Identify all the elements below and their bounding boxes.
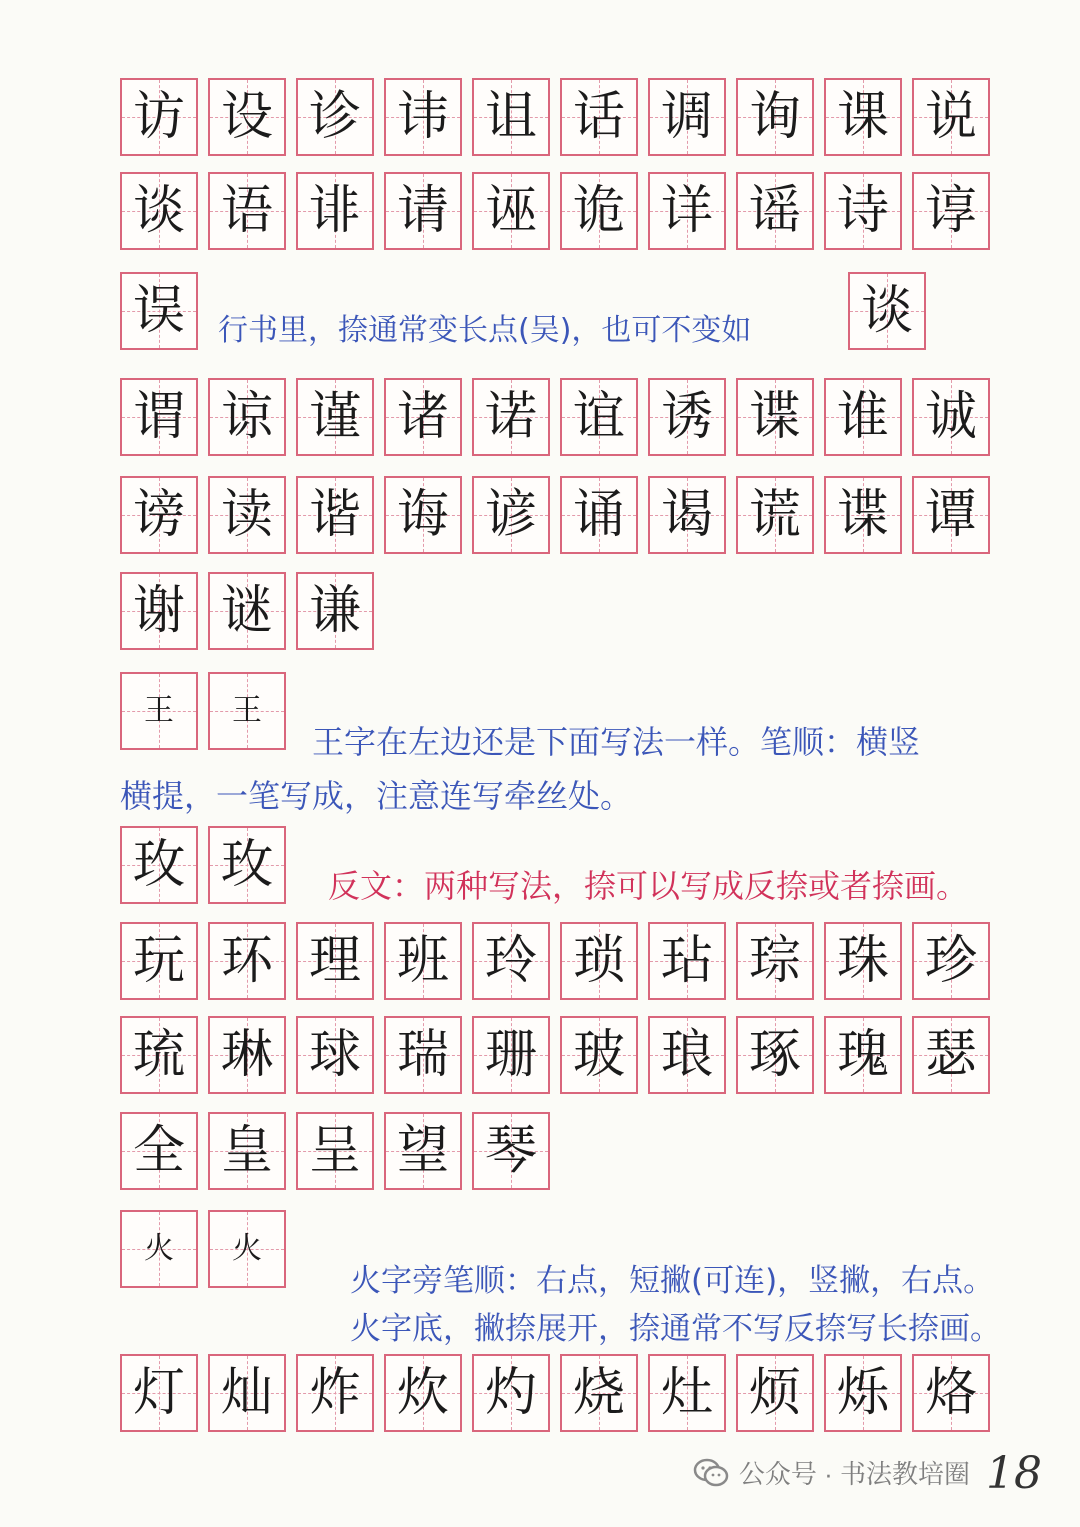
char-cell [472, 1112, 550, 1190]
huo-row [120, 1210, 296, 1288]
char-cell [208, 826, 286, 904]
char: 琉 [132, 1025, 185, 1085]
char: 琳 [220, 1025, 273, 1085]
char: 烁 [836, 1363, 889, 1423]
char-cell [472, 1354, 550, 1432]
char-cell [296, 172, 374, 250]
char: 谒 [660, 485, 713, 545]
char-cell [208, 672, 286, 750]
char-cell [912, 78, 990, 156]
char: 诱 [660, 387, 713, 447]
char-cell [824, 378, 902, 456]
char-cell [120, 1112, 198, 1190]
char: 皇 [220, 1121, 273, 1181]
char-cell [824, 476, 902, 554]
char: 火 [232, 1231, 262, 1266]
char: 诊 [308, 87, 361, 147]
char-row-10 [120, 1354, 1000, 1432]
char-cell [736, 1354, 814, 1432]
char-cell [120, 378, 198, 456]
char: 诗 [836, 181, 889, 241]
char: 琐 [572, 931, 625, 991]
char-cell [296, 1112, 374, 1190]
char-row-1 [120, 78, 1000, 156]
char: 诚 [924, 387, 977, 447]
char-cell [824, 172, 902, 250]
char-cell [736, 476, 814, 554]
char-cell [912, 1354, 990, 1432]
char: 谦 [308, 581, 361, 641]
char: 全 [132, 1121, 185, 1181]
note-fanwen: 反文：两种写法，捺可以写成反捺或者捺画。 [328, 867, 969, 905]
char: 谚 [484, 485, 537, 545]
char-cell [472, 78, 550, 156]
note-wang-2: 横提，一笔写成，注意连写牵丝处。 [120, 777, 633, 815]
char-cell [736, 922, 814, 1000]
char-cell [384, 1016, 462, 1094]
char: 谣 [748, 181, 801, 241]
char: 谎 [748, 485, 801, 545]
char-cell [208, 1354, 286, 1432]
char: 瑟 [924, 1025, 977, 1085]
char: 讳 [396, 87, 449, 147]
char: 谍 [748, 387, 801, 447]
char: 玩 [132, 931, 185, 991]
char: 琮 [748, 931, 801, 991]
char: 设 [220, 87, 273, 147]
char: 谭 [924, 485, 977, 545]
char-cell [848, 272, 926, 350]
char: 珍 [924, 931, 977, 991]
char-cell [120, 572, 198, 650]
watermark [693, 1454, 970, 1491]
char-cell [384, 922, 462, 1000]
char-cell [912, 378, 990, 456]
char-cell [472, 378, 550, 456]
char-cell [208, 922, 286, 1000]
char-cell [208, 172, 286, 250]
char: 琴 [484, 1121, 537, 1181]
char: 语 [220, 181, 273, 241]
char: 火 [144, 1231, 174, 1266]
char: 课 [836, 87, 889, 147]
char: 瑰 [836, 1025, 889, 1085]
char-cell [560, 78, 638, 156]
char-cell [120, 1016, 198, 1094]
char: 说 [924, 87, 977, 147]
char: 望 [396, 1121, 449, 1181]
char-cell [208, 78, 286, 156]
char-cell [120, 826, 198, 904]
char: 炊 [396, 1363, 449, 1423]
char: 烧 [572, 1363, 625, 1423]
char-cell [296, 378, 374, 456]
char: 请 [396, 181, 449, 241]
char: 谨 [308, 387, 361, 447]
char: 诽 [308, 181, 361, 241]
char-cell [736, 378, 814, 456]
char-cell [472, 922, 550, 1000]
char: 谓 [132, 387, 185, 447]
char-cell [912, 922, 990, 1000]
char: 呈 [308, 1121, 361, 1181]
char: 玷 [660, 931, 713, 991]
char-row-8 [120, 1016, 1000, 1094]
page-number: 18 [986, 1448, 1042, 1499]
char: 诅 [484, 87, 537, 147]
watermark-text: 公众号 · 书法教培圈 [738, 1459, 970, 1489]
mei-row [120, 826, 296, 904]
char-cell [120, 78, 198, 156]
char-cell [384, 172, 462, 250]
char: 访 [132, 87, 185, 147]
char: 王 [232, 693, 262, 728]
char-cell [384, 1354, 462, 1432]
char: 话 [572, 87, 625, 147]
char-cell [472, 172, 550, 250]
char-cell [560, 1354, 638, 1432]
char-row-7 [120, 922, 1000, 1000]
char: 珠 [836, 931, 889, 991]
char: 诸 [396, 387, 449, 447]
char-cell [648, 922, 726, 1000]
char-row-5 [120, 476, 1000, 554]
char-cell [208, 378, 286, 456]
char-cell [120, 922, 198, 1000]
char-cell [120, 672, 198, 750]
char-cell [384, 378, 462, 456]
char-cell [208, 1210, 286, 1288]
char: 珊 [484, 1025, 537, 1085]
char-cell [296, 78, 374, 156]
char: 谊 [572, 387, 625, 447]
char: 诲 [396, 485, 449, 545]
char-row-3-tan [848, 272, 936, 350]
char: 琢 [748, 1025, 801, 1085]
char: 理 [308, 931, 361, 991]
char-cell [560, 1016, 638, 1094]
char: 烦 [748, 1363, 801, 1423]
char-cell [120, 172, 198, 250]
char: 谁 [836, 387, 889, 447]
char: 烙 [924, 1363, 977, 1423]
char-cell [296, 572, 374, 650]
char-cell [736, 78, 814, 156]
char-row-2 [120, 172, 1000, 250]
char: 瑞 [396, 1025, 449, 1085]
char-cell [208, 1016, 286, 1094]
note-huo-2: 火字底，撇捺展开，捺通常不写反捺写长捺画。 [350, 1311, 1001, 1347]
char-cell [560, 378, 638, 456]
char-row-3 [120, 272, 208, 350]
char-cell [824, 1016, 902, 1094]
char-row-4 [120, 378, 1000, 456]
char-cell [560, 476, 638, 554]
char: 谤 [132, 485, 185, 545]
char-cell [296, 922, 374, 1000]
wang-row [120, 672, 296, 750]
char-cell [384, 1112, 462, 1190]
char-cell [560, 922, 638, 1000]
char-cell [560, 172, 638, 250]
char: 询 [748, 87, 801, 147]
char: 灶 [660, 1363, 713, 1423]
char: 谈 [132, 181, 185, 241]
char-cell [824, 78, 902, 156]
char-cell [120, 272, 198, 350]
char-row-9 [120, 1112, 560, 1190]
char-cell [120, 476, 198, 554]
char: 谜 [220, 581, 273, 641]
note-xingshu: 行书里，捺通常变长点(吴)，也可不变如 [218, 313, 752, 348]
char: 球 [308, 1025, 361, 1085]
char-cell [912, 172, 990, 250]
char-cell [648, 476, 726, 554]
char: 谐 [308, 485, 361, 545]
char: 灼 [484, 1363, 537, 1423]
char: 玫 [132, 835, 185, 895]
char-cell [648, 1016, 726, 1094]
char: 琅 [660, 1025, 713, 1085]
char-row-6 [120, 572, 384, 650]
char: 诡 [572, 181, 625, 241]
char: 灯 [132, 1363, 185, 1423]
char: 炸 [308, 1363, 361, 1423]
char: 谍 [836, 485, 889, 545]
char-cell [296, 476, 374, 554]
char-cell [296, 1354, 374, 1432]
char: 班 [396, 931, 449, 991]
char-cell [208, 1112, 286, 1190]
char-cell [384, 476, 462, 554]
char-cell [736, 1016, 814, 1094]
char-cell [648, 378, 726, 456]
char: 调 [660, 87, 713, 147]
char-cell [384, 78, 462, 156]
char: 王 [144, 693, 174, 728]
char: 玫 [220, 835, 273, 895]
char-cell [912, 476, 990, 554]
char-cell [912, 1016, 990, 1094]
char-cell [824, 922, 902, 1000]
char: 玲 [484, 931, 537, 991]
char-cell [120, 1354, 198, 1432]
note-wang-1: 王字在左边还是下面写法一样。笔顺：横竖 [312, 723, 921, 761]
char-cell [824, 1354, 902, 1432]
char-cell [472, 1016, 550, 1094]
char-cell [120, 1210, 198, 1288]
char: 玻 [572, 1025, 625, 1085]
char: 谅 [220, 387, 273, 447]
char-cell [736, 172, 814, 250]
note-huo-1: 火字旁笔顺：右点，短撇(可连)，竖撇，右点。 [350, 1263, 995, 1299]
char: 诬 [484, 181, 537, 241]
char-cell [648, 172, 726, 250]
char: 读 [220, 485, 273, 545]
char-cell [208, 476, 286, 554]
char-cell [472, 476, 550, 554]
char: 环 [220, 931, 273, 991]
char: 谆 [924, 181, 977, 241]
char-cell [296, 1016, 374, 1094]
wechat-icon [693, 1458, 729, 1488]
char: 诺 [484, 387, 537, 447]
char: 谢 [132, 581, 185, 641]
char: 误 [132, 281, 185, 341]
char: 谈 [860, 281, 913, 341]
char: 诵 [572, 485, 625, 545]
char: 详 [660, 181, 713, 241]
char-cell [648, 1354, 726, 1432]
char: 灿 [220, 1363, 273, 1423]
char-cell [208, 572, 286, 650]
char-cell [648, 78, 726, 156]
